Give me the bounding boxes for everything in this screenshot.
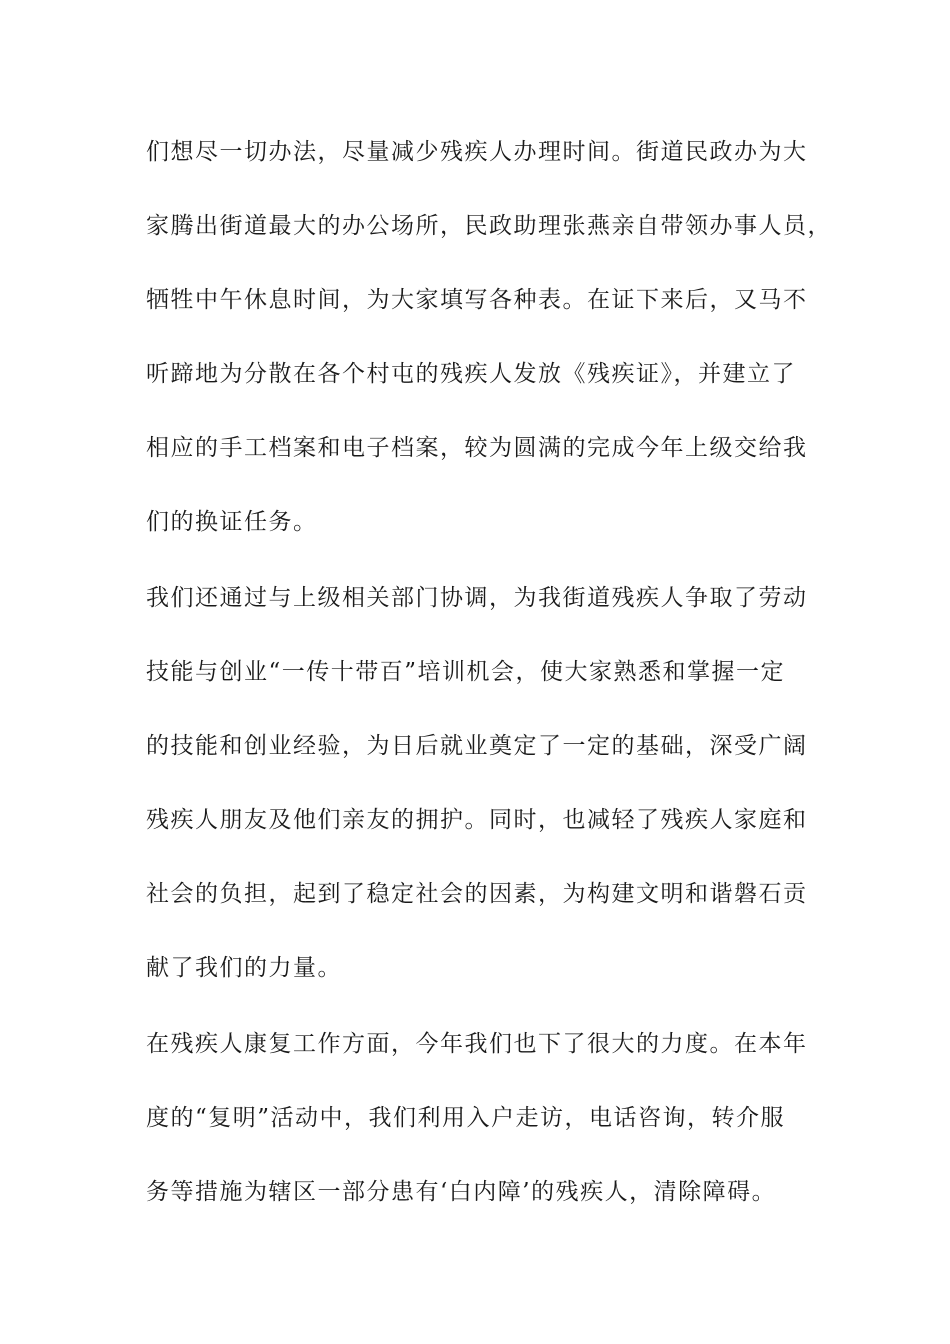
text-line: 的技能和创业经验，为日后就业奠定了一定的基础，深受广阔 (146, 733, 808, 759)
text-line: 技能与创业“一传十带百”培训机会，使大家熟悉和掌握一定 (146, 659, 786, 685)
text-line: 务等措施为辖区一部分患有‘白内障’的残疾人，清除障碍。 (146, 1179, 777, 1205)
text-line: 献了我们的力量。 (146, 955, 342, 981)
text-line: 相应的手工档案和电子档案，较为圆满的完成今年上级交给我 (146, 435, 808, 461)
text-line: 在残疾人康复工作方面，今年我们也下了很大的力度。在本年 (146, 1031, 808, 1057)
text-line: 们想尽一切办法，尽量减少残疾人办理时间。街道民政办为大 (146, 139, 808, 165)
text-line: 家腾出街道最大的办公场所，民政助理张燕亲自带领办事人员， (146, 213, 832, 239)
text-line: 社会的负担，起到了稳定社会的因素，为构建文明和谐磐石贡 (146, 881, 808, 907)
text-line: 度的“复明”活动中，我们利用入户走访，电话咨询，转介服 (146, 1105, 786, 1131)
text-line: 听蹄地为分散在各个村屯的残疾人发放《残疾证》，并建立了 (146, 361, 796, 387)
text-line: 残疾人朋友及他们亲友的拥护。同时，也减轻了残疾人家庭和 (146, 807, 808, 833)
text-line: 牺牲中午休息时间，为大家填写各种表。在证下来后，又马不 (146, 287, 808, 313)
text-line: 们的换证任务。 (146, 509, 318, 535)
text-line: 我们还通过与上级相关部门协调，为我街道残疾人争取了劳动 (146, 585, 808, 611)
